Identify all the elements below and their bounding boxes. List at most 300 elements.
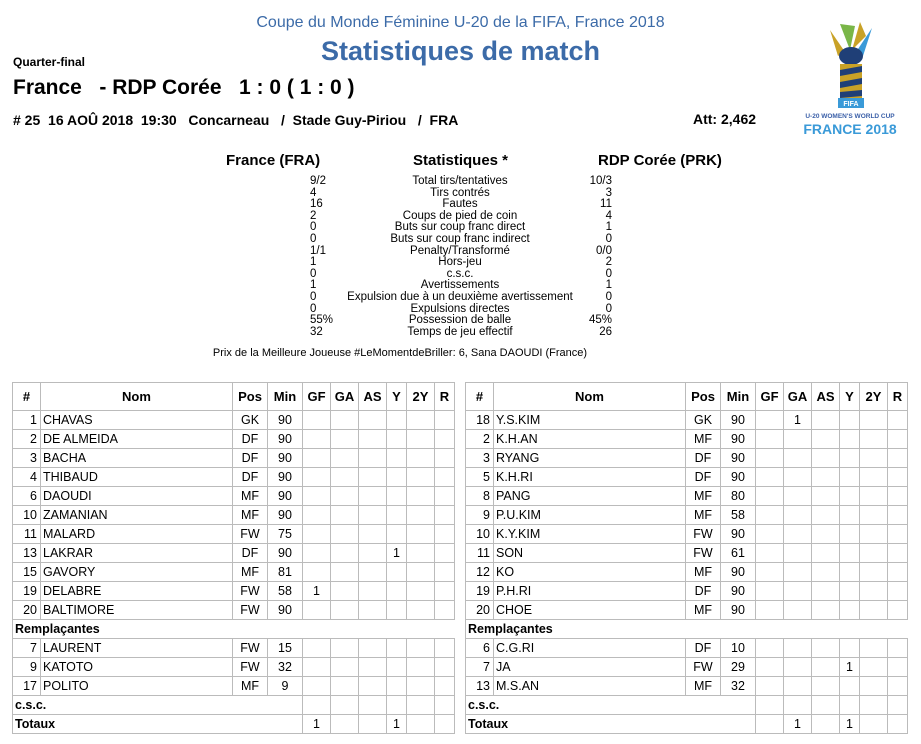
player-cell — [331, 582, 359, 601]
table-row — [13, 506, 455, 525]
player-cell: 8 — [466, 487, 494, 506]
table-row — [466, 544, 908, 563]
player-name: KO — [494, 563, 686, 582]
stat-home-value: 0 — [310, 302, 317, 315]
table-row — [466, 563, 908, 582]
player-name: DAOUDI — [41, 487, 233, 506]
stat-row — [300, 234, 620, 246]
player-cell — [840, 487, 860, 506]
player-cell — [756, 544, 784, 563]
player-cell: 11 — [13, 525, 41, 544]
stat-row — [300, 327, 620, 339]
player-cell: 13 — [466, 677, 494, 696]
total-cell — [812, 715, 840, 734]
stats-away-team: RDP Corée (PRK) — [598, 152, 722, 169]
player-cell — [435, 430, 455, 449]
stat-away-value: 4 — [605, 209, 612, 222]
player-cell — [756, 582, 784, 601]
player-cell — [407, 601, 435, 620]
player-cell: 90 — [268, 487, 303, 506]
player-cell — [784, 563, 812, 582]
table-row — [466, 658, 908, 677]
player-cell — [840, 449, 860, 468]
player-cell — [407, 506, 435, 525]
player-cell — [840, 677, 860, 696]
player-cell — [331, 449, 359, 468]
player-cell: 90 — [721, 411, 756, 430]
player-cell: 90 — [721, 449, 756, 468]
player-cell: 1 — [387, 544, 407, 563]
player-cell — [888, 582, 908, 601]
player-cell — [359, 582, 387, 601]
player-cell — [812, 411, 840, 430]
player-cell — [407, 563, 435, 582]
player-cell — [812, 563, 840, 582]
player-cell — [756, 411, 784, 430]
table-row — [466, 487, 908, 506]
player-cell — [756, 563, 784, 582]
total-cell — [359, 715, 387, 734]
totals-label: Totaux — [466, 715, 756, 734]
table-row — [13, 544, 455, 563]
player-cell — [303, 696, 331, 715]
player-cell: DF — [686, 468, 721, 487]
table-row — [13, 468, 455, 487]
stat-label: Expulsion due à un deuxième avertissement — [347, 290, 573, 303]
total-cell: 1 — [303, 715, 331, 734]
player-cell — [435, 658, 455, 677]
player-cell — [387, 468, 407, 487]
column-header: Nom — [41, 383, 233, 411]
player-cell: 81 — [268, 563, 303, 582]
player-cell: MF — [233, 487, 268, 506]
player-cell — [331, 487, 359, 506]
player-name: BALTIMORE — [41, 601, 233, 620]
stat-home-value: 4 — [310, 186, 317, 199]
player-cell — [784, 525, 812, 544]
player-cell — [359, 658, 387, 677]
player-cell — [387, 696, 407, 715]
player-cell — [331, 544, 359, 563]
logo-caption-bottom: FRANCE 2018 — [803, 121, 897, 137]
player-cell — [756, 506, 784, 525]
player-cell — [407, 487, 435, 506]
column-header: 2Y — [407, 383, 435, 411]
own-goal-row — [13, 696, 455, 715]
player-name: SON — [494, 544, 686, 563]
player-cell: 6 — [13, 487, 41, 506]
stat-label: Penalty/Transformé — [410, 244, 510, 257]
player-cell — [387, 487, 407, 506]
player-cell — [840, 525, 860, 544]
player-cell: 20 — [466, 601, 494, 620]
page-title: Statistiques de match — [320, 36, 601, 66]
player-cell — [407, 411, 435, 430]
player-cell — [840, 411, 860, 430]
table-row — [13, 449, 455, 468]
player-cell — [303, 601, 331, 620]
player-cell: 9 — [268, 677, 303, 696]
player-cell — [756, 696, 784, 715]
player-cell: FW — [233, 582, 268, 601]
stat-label: Buts sur coup franc indirect — [390, 232, 530, 245]
player-name: POLITO — [41, 677, 233, 696]
player-cell — [784, 449, 812, 468]
player-name: LAKRAR — [41, 544, 233, 563]
total-cell — [860, 715, 888, 734]
player-cell — [359, 449, 387, 468]
player-cell: DF — [686, 449, 721, 468]
player-name: THIBAUD — [41, 468, 233, 487]
player-cell: 7 — [466, 658, 494, 677]
player-cell — [888, 487, 908, 506]
player-cell — [331, 506, 359, 525]
stat-home-value: 0 — [310, 290, 317, 303]
player-cell — [387, 639, 407, 658]
player-cell: 90 — [268, 449, 303, 468]
player-cell: FW — [686, 544, 721, 563]
player-cell — [359, 677, 387, 696]
player-cell — [860, 449, 888, 468]
total-cell: 1 — [784, 715, 812, 734]
stat-away-value: 1 — [605, 279, 612, 292]
competition-subtitle: Coupe du Monde Féminine U-20 de la FIFA, France 2018 — [256, 14, 665, 31]
player-cell: 17 — [13, 677, 41, 696]
player-cell — [407, 696, 435, 715]
stat-label: c.s.c. — [446, 267, 474, 280]
player-cell: FW — [233, 525, 268, 544]
match-info: # 25 16 AOÛ 2018 19:30 Concarneau / Stade Guy-Piriou / FRA — [13, 112, 459, 128]
stat-away-value: 0 — [605, 290, 612, 303]
total-cell — [331, 715, 359, 734]
player-cell: 1 — [303, 582, 331, 601]
player-cell — [812, 658, 840, 677]
player-cell: 29 — [721, 658, 756, 677]
stat-label: Expulsions directes — [410, 302, 510, 315]
stat-away-value: 11 — [600, 198, 612, 211]
player-cell — [860, 696, 888, 715]
player-cell — [860, 658, 888, 677]
player-cell — [812, 677, 840, 696]
table-row — [13, 525, 455, 544]
player-cell: 19 — [13, 582, 41, 601]
stat-away-value: 0 — [605, 232, 612, 245]
table-row — [466, 525, 908, 544]
stat-home-value: 1 — [310, 279, 317, 292]
player-cell — [435, 487, 455, 506]
total-cell — [756, 715, 784, 734]
player-cell — [435, 696, 455, 715]
column-header: GF — [756, 383, 784, 411]
player-cell: 10 — [721, 639, 756, 658]
subs-section-row — [13, 620, 455, 639]
player-cell — [435, 468, 455, 487]
player-cell — [303, 544, 331, 563]
player-cell — [359, 506, 387, 525]
player-cell — [303, 430, 331, 449]
player-cell — [860, 601, 888, 620]
column-header: R — [888, 383, 908, 411]
player-cell: MF — [686, 506, 721, 525]
totals-row — [13, 715, 455, 734]
player-cell: 90 — [268, 506, 303, 525]
column-header: Y — [387, 383, 407, 411]
player-cell — [888, 601, 908, 620]
player-cell — [359, 544, 387, 563]
player-cell — [387, 601, 407, 620]
stat-row — [300, 292, 620, 304]
player-cell — [331, 696, 359, 715]
player-cell: DF — [686, 639, 721, 658]
player-cell — [407, 658, 435, 677]
stat-label: Temps de jeu effectif — [407, 325, 513, 338]
stat-label: Total tirs/tentatives — [412, 175, 508, 187]
player-cell — [331, 563, 359, 582]
player-name: CHOE — [494, 601, 686, 620]
player-cell: MF — [233, 506, 268, 525]
player-cell — [331, 468, 359, 487]
player-cell — [303, 411, 331, 430]
player-cell — [784, 487, 812, 506]
player-cell — [303, 563, 331, 582]
table-header-row — [466, 383, 908, 411]
column-header: # — [466, 383, 494, 411]
player-cell: 90 — [721, 582, 756, 601]
player-cell: 90 — [268, 544, 303, 563]
player-name: C.G.RI — [494, 639, 686, 658]
stats-home-team: France (FRA) — [226, 152, 321, 169]
player-cell — [387, 658, 407, 677]
stat-away-value: 2 — [605, 256, 612, 269]
attendance: Att: 2,462 — [693, 111, 757, 127]
player-cell — [303, 506, 331, 525]
player-cell: 90 — [268, 468, 303, 487]
player-cell — [387, 563, 407, 582]
player-cell: FW — [233, 658, 268, 677]
player-cell — [812, 468, 840, 487]
table-row — [466, 468, 908, 487]
column-header: # — [13, 383, 41, 411]
table-row — [13, 430, 455, 449]
player-cell — [840, 582, 860, 601]
player-cell — [860, 525, 888, 544]
player-cell: 1 — [840, 658, 860, 677]
player-name: K.H.RI — [494, 468, 686, 487]
player-cell — [888, 411, 908, 430]
player-cell — [303, 677, 331, 696]
player-cell: 10 — [466, 525, 494, 544]
stat-row — [300, 176, 620, 188]
player-cell: MF — [686, 601, 721, 620]
player-cell: 4 — [13, 468, 41, 487]
table-row — [13, 639, 455, 658]
own-goal-label: c.s.c. — [13, 696, 303, 715]
player-name: MALARD — [41, 525, 233, 544]
table-row — [466, 411, 908, 430]
player-cell — [303, 449, 331, 468]
player-cell: FW — [686, 525, 721, 544]
player-cell: 90 — [721, 601, 756, 620]
player-cell — [359, 563, 387, 582]
player-cell — [407, 639, 435, 658]
player-cell — [359, 411, 387, 430]
player-cell — [756, 677, 784, 696]
player-cell — [435, 449, 455, 468]
player-cell — [387, 449, 407, 468]
table-row — [13, 677, 455, 696]
player-name: M.S.AN — [494, 677, 686, 696]
player-cell: 1 — [13, 411, 41, 430]
player-cell: 32 — [268, 658, 303, 677]
player-cell — [840, 506, 860, 525]
home-lineup-table — [12, 382, 455, 734]
player-cell — [435, 525, 455, 544]
player-cell: DF — [233, 544, 268, 563]
player-cell — [888, 468, 908, 487]
player-cell — [331, 430, 359, 449]
player-cell: MF — [686, 677, 721, 696]
player-cell — [387, 506, 407, 525]
player-cell — [784, 430, 812, 449]
player-cell — [860, 506, 888, 525]
player-cell — [840, 563, 860, 582]
table-row — [466, 677, 908, 696]
stat-home-value: 0 — [310, 267, 317, 280]
player-cell — [387, 677, 407, 696]
player-cell: 58 — [268, 582, 303, 601]
table-row — [13, 601, 455, 620]
player-cell — [812, 601, 840, 620]
stat-home-value: 2 — [310, 209, 317, 222]
player-cell: FW — [233, 601, 268, 620]
player-cell — [756, 468, 784, 487]
table-row — [466, 582, 908, 601]
player-cell — [840, 601, 860, 620]
player-name: P.U.KIM — [494, 506, 686, 525]
player-cell — [303, 639, 331, 658]
player-cell — [331, 601, 359, 620]
player-cell: 7 — [13, 639, 41, 658]
player-cell — [860, 411, 888, 430]
player-cell: GK — [686, 411, 721, 430]
player-cell: 3 — [13, 449, 41, 468]
player-cell — [435, 601, 455, 620]
total-cell — [888, 715, 908, 734]
player-cell — [840, 696, 860, 715]
column-header: AS — [359, 383, 387, 411]
player-name: K.Y.KIM — [494, 525, 686, 544]
player-cell — [812, 430, 840, 449]
player-cell — [435, 563, 455, 582]
table-header-row — [13, 383, 455, 411]
player-cell: 58 — [721, 506, 756, 525]
player-cell — [860, 430, 888, 449]
player-cell — [888, 563, 908, 582]
player-cell — [435, 411, 455, 430]
player-cell: 80 — [721, 487, 756, 506]
player-cell: 12 — [466, 563, 494, 582]
column-header: GA — [331, 383, 359, 411]
player-cell — [784, 677, 812, 696]
player-cell — [812, 582, 840, 601]
player-cell — [888, 544, 908, 563]
total-cell — [407, 715, 435, 734]
player-cell — [359, 487, 387, 506]
column-header: Pos — [686, 383, 721, 411]
player-cell — [860, 563, 888, 582]
player-cell — [860, 487, 888, 506]
player-cell: 90 — [268, 411, 303, 430]
table-row — [13, 563, 455, 582]
table-row — [466, 506, 908, 525]
player-cell — [860, 582, 888, 601]
player-cell — [756, 430, 784, 449]
player-cell — [359, 601, 387, 620]
player-cell — [812, 696, 840, 715]
player-cell: 75 — [268, 525, 303, 544]
player-cell — [303, 487, 331, 506]
stat-row — [300, 315, 620, 327]
player-cell: 11 — [466, 544, 494, 563]
player-cell: 19 — [466, 582, 494, 601]
player-award: Prix de la Meilleure Joueuse #LeMomentdeBriller: 6, Sana DAOUDI (France) — [212, 347, 588, 359]
player-name: RYANG — [494, 449, 686, 468]
player-cell: 90 — [721, 468, 756, 487]
logo-caption-top: U-20 WOMEN'S WORLD CUP — [805, 113, 895, 120]
column-header: Pos — [233, 383, 268, 411]
player-cell — [435, 544, 455, 563]
player-cell: 9 — [13, 658, 41, 677]
logo-badge-text: FIFA — [843, 101, 859, 108]
player-cell: 20 — [13, 601, 41, 620]
player-cell — [359, 525, 387, 544]
total-cell: 1 — [840, 715, 860, 734]
player-name: PANG — [494, 487, 686, 506]
player-cell: DF — [686, 582, 721, 601]
stats-heading: Statistiques * — [413, 152, 509, 169]
score-line: France - RDP Corée 1 : 0 ( 1 : 0 ) — [13, 76, 355, 99]
player-cell — [812, 525, 840, 544]
player-cell: DF — [233, 468, 268, 487]
totals-row — [466, 715, 908, 734]
player-cell: 9 — [466, 506, 494, 525]
player-cell: 90 — [721, 563, 756, 582]
player-cell: 3 — [466, 449, 494, 468]
player-cell — [303, 658, 331, 677]
player-cell: 2 — [13, 430, 41, 449]
away-lineup-table — [465, 382, 908, 734]
player-cell: 90 — [721, 430, 756, 449]
player-cell — [860, 677, 888, 696]
player-cell — [303, 468, 331, 487]
player-cell — [888, 658, 908, 677]
round-label: Quarter-final — [13, 55, 86, 69]
player-cell: 90 — [268, 601, 303, 620]
player-cell: MF — [233, 677, 268, 696]
player-cell — [359, 468, 387, 487]
stat-away-value: 10/3 — [589, 175, 612, 187]
table-row — [13, 411, 455, 430]
stat-away-value: 0/0 — [596, 244, 612, 257]
player-cell — [435, 582, 455, 601]
player-cell: 61 — [721, 544, 756, 563]
player-cell — [840, 468, 860, 487]
player-cell — [840, 430, 860, 449]
player-cell: 90 — [721, 525, 756, 544]
player-cell: MF — [686, 563, 721, 582]
player-cell — [387, 582, 407, 601]
player-cell: MF — [686, 430, 721, 449]
